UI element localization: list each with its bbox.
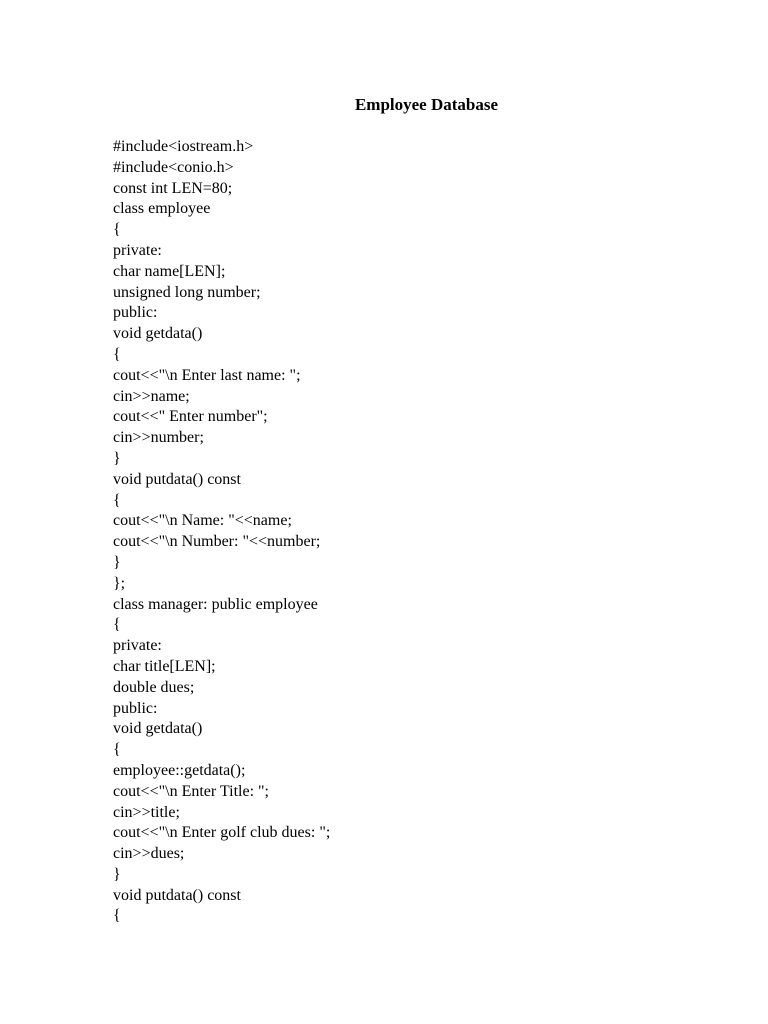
code-line: cout<<"\n Number: "<<number; xyxy=(113,533,321,551)
code-line: private: xyxy=(113,241,162,259)
code-line: double dues; xyxy=(113,678,195,696)
code-listing xyxy=(113,137,330,927)
code-line: public: xyxy=(113,699,158,717)
code-line: public: xyxy=(113,304,158,322)
code-line: class employee xyxy=(113,200,211,218)
code-line: #include<iostream.h> xyxy=(113,138,254,155)
code-line: char name[LEN]; xyxy=(113,262,226,280)
code-line: } xyxy=(113,865,121,883)
code-line: { xyxy=(113,491,121,509)
code-line: }; xyxy=(113,574,126,592)
code-line: char title[LEN]; xyxy=(113,657,216,675)
code-line: private: xyxy=(113,637,162,655)
code-line: { xyxy=(113,221,121,239)
code-line: } xyxy=(113,553,121,571)
code-line: cout<<"\n Enter golf club dues: "; xyxy=(113,824,331,842)
code-line: cout<<"\n Enter last name: "; xyxy=(113,366,301,384)
code-line: { xyxy=(113,345,121,363)
code-line: void putdata() const xyxy=(113,886,241,904)
code-line: void getdata() xyxy=(113,325,203,343)
code-line: void putdata() const xyxy=(113,470,241,488)
code-line: cout<<"\n Enter Title: "; xyxy=(113,782,269,800)
code-line: unsigned long number; xyxy=(113,283,261,301)
code-line: void getdata() xyxy=(113,720,203,738)
code-line: cout<<"\n Name: "<<name; xyxy=(113,512,292,530)
code-line: const int LEN=80; xyxy=(113,179,233,197)
code-line: #include<conio.h> xyxy=(113,158,234,176)
code-line: { xyxy=(113,616,121,634)
code-line: cin>>number; xyxy=(113,429,204,447)
code-line: { xyxy=(113,907,121,925)
code-line: cin>>title; xyxy=(113,803,180,821)
code-line: { xyxy=(113,741,121,759)
code-line: cin>>name; xyxy=(113,387,190,405)
code-line: } xyxy=(113,449,121,467)
code-line: cout<<" Enter number"; xyxy=(113,408,268,426)
code-line: employee::getdata(); xyxy=(113,761,246,779)
page-title: Employee Database xyxy=(354,95,499,114)
code-line: cin>>dues; xyxy=(113,845,185,863)
code-line: class manager: public employee xyxy=(113,595,318,613)
